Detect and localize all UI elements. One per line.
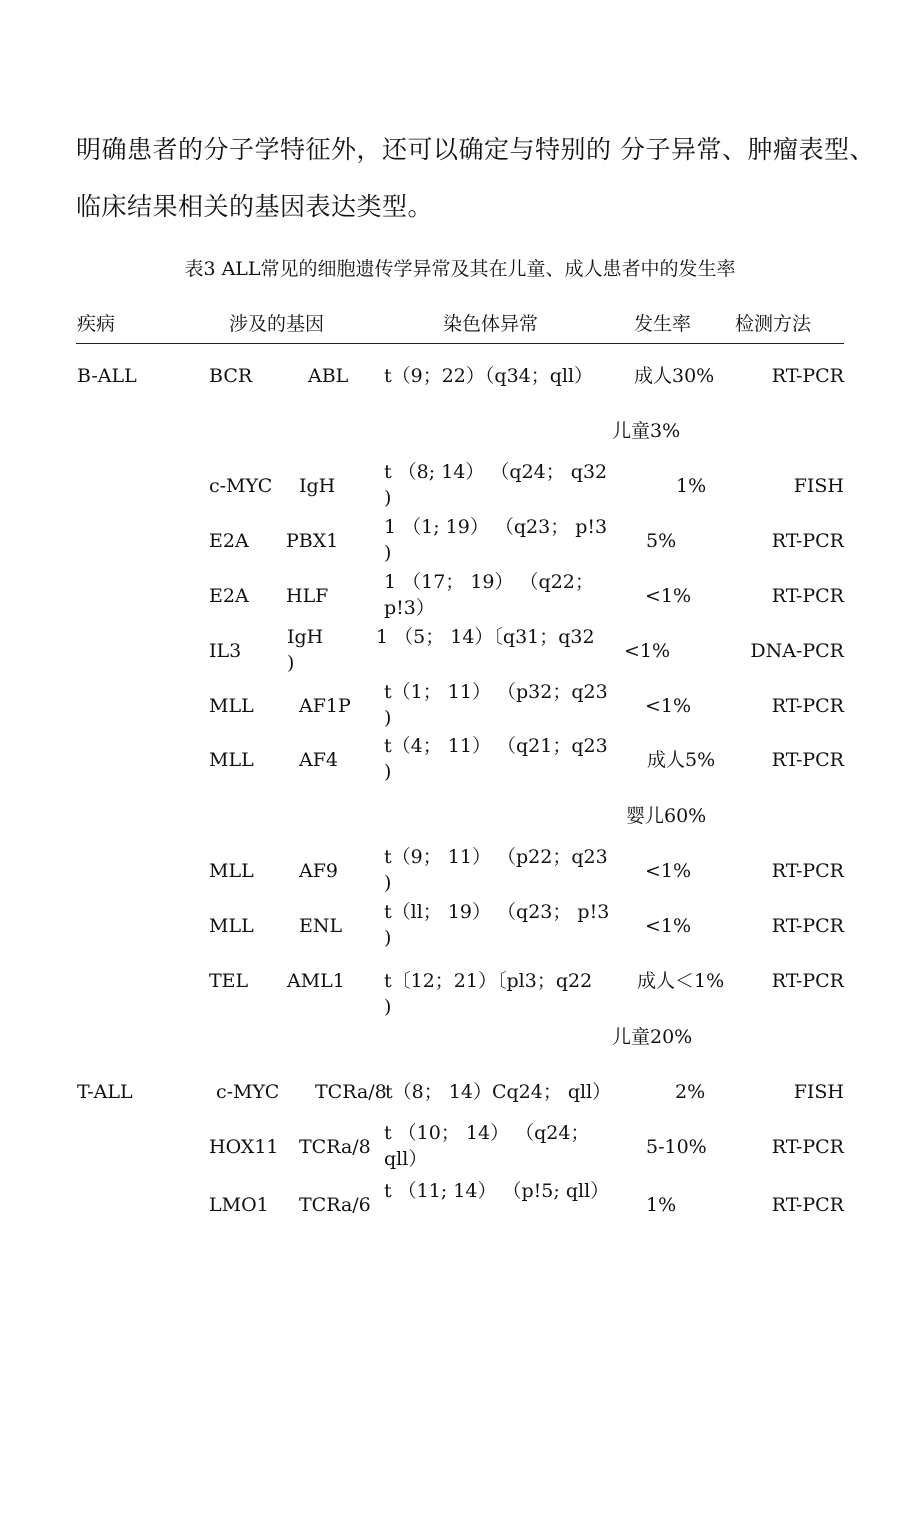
cell-abnormality-cont: ) <box>384 996 392 1018</box>
header-disease: 疾病 <box>77 313 116 335</box>
cell-incidence: 成人5% <box>647 749 716 771</box>
cell-gene-1: E2A <box>209 585 249 607</box>
cell-gene-2: AF1P <box>299 695 351 717</box>
cell-incidence: 1% <box>646 1194 677 1216</box>
cell-gene-2: PBX1 <box>286 530 339 552</box>
cell-abnormality-cont: ) <box>384 487 392 509</box>
cell-incidence: <1% <box>645 695 692 717</box>
cell-gene-2: AML1 <box>287 970 345 992</box>
cell-method: RT-PCR <box>771 365 844 387</box>
cell-incidence: <1% <box>645 860 692 882</box>
cell-gene-1: MLL <box>209 695 254 717</box>
cell-abnormality: t （10； 14） （q24； <box>384 1122 590 1144</box>
cell-abnormality: t（1； 11） （p32；q23 <box>384 681 608 703</box>
cell-disease: T-ALL <box>77 1081 133 1103</box>
cell-method: FISH <box>793 1081 844 1103</box>
cell-gene-1: MLL <box>209 915 254 937</box>
cell-incidence: <1% <box>645 585 692 607</box>
cell-gene-1: IL3 <box>209 640 242 662</box>
cell-gene-2: AF9 <box>299 860 338 882</box>
cell-gene-2: IgH <box>299 475 336 497</box>
cell-method: RT-PCR <box>771 1194 844 1216</box>
cell-gene-1: BCR <box>209 365 253 387</box>
cell-abnormality: t（9；22）（q34；qll） <box>384 365 594 387</box>
cell-abnormality: 1 （17； 19） （q22； <box>384 571 594 593</box>
cell-gene-1: c-MYC <box>209 475 273 497</box>
cell-abnormality-cont: p!3） <box>384 597 435 619</box>
cell-incidence: 5-10% <box>646 1136 707 1158</box>
cell-gene-2: ENL <box>299 915 343 937</box>
cell-abnormality-cont: ) <box>384 707 392 729</box>
body-paragraph-line-1: 明确患者的分子学特征外，还可以确定与特别的 分子异常、肿瘤表型、 <box>76 135 875 164</box>
cell-gene-1: MLL <box>209 749 254 771</box>
cell-gene-1: HOX11 <box>209 1136 279 1158</box>
cell-gene-2: TCRa/8 <box>315 1081 387 1103</box>
cell-disease: B-ALL <box>77 365 137 387</box>
table-caption: 表3 ALL常见的细胞遗传学异常及其在儿童、成人患者中的发生率 <box>184 258 736 280</box>
cell-method: RT-PCR <box>771 1136 844 1158</box>
cell-method: RT-PCR <box>771 695 844 717</box>
cell-abnormality-cont: ) <box>384 761 392 783</box>
cell-abnormality: t（8； 14）Cq24； qll） <box>385 1081 612 1103</box>
cell-gene-1: c-MYC <box>216 1081 280 1103</box>
cell-method: RT-PCR <box>771 585 844 607</box>
cell-gene-2: TCRa/6 <box>299 1194 371 1216</box>
header-rule <box>76 343 844 344</box>
cell-abnormality: t（9； 11） （p22；q23 <box>384 846 608 868</box>
cell-method: RT-PCR <box>771 915 844 937</box>
cell-gene-2: AF4 <box>299 749 338 771</box>
cell-gene-2: TCRa/8 <box>299 1136 371 1158</box>
cell-gene-2: IgH <box>287 626 324 648</box>
cell-gene-1: LMO1 <box>209 1194 269 1216</box>
cell-incidence: <1% <box>624 640 671 662</box>
cell-incidence: <1% <box>645 915 692 937</box>
cell-abnormality-cont: ) <box>384 872 392 894</box>
cell-abnormality: t （8; 14） （q24； q32 <box>384 461 608 483</box>
header-incidence: 发生率 <box>634 313 692 335</box>
cell-incidence: 1% <box>676 475 707 497</box>
cell-incidence: 成人＜1% <box>637 970 725 992</box>
cell-abnormality-cont: qll） <box>384 1148 428 1170</box>
cell-method: RT-PCR <box>771 970 844 992</box>
cell-gene-1: MLL <box>209 860 254 882</box>
cell-incidence: 成人30% <box>634 365 715 387</box>
cell-gene-1: E2A <box>209 530 249 552</box>
cell-incidence: 儿童20% <box>612 1026 693 1048</box>
cell-gene-2: ABL <box>308 365 349 387</box>
cell-incidence: 儿童3% <box>612 420 681 442</box>
body-paragraph-line-2: 临床结果相关的基因表达类型。 <box>76 192 434 221</box>
cell-method: DNA-PCR <box>750 640 844 662</box>
cell-incidence: 2% <box>675 1081 706 1103</box>
cell-abnormality: t〔12；21）〔pl3；q22 <box>384 970 593 992</box>
cell-gene-1: TEL <box>209 970 249 992</box>
cell-method: RT-PCR <box>771 530 844 552</box>
cell-abnormality: 1 （5； 14）〔q31；q32 <box>376 626 595 648</box>
cell-method: RT-PCR <box>771 749 844 771</box>
cell-abnormality: t（4； 11） （q21；q23 <box>384 735 608 757</box>
cell-method: FISH <box>793 475 844 497</box>
cell-abnormality: t（ll； 19） （q23； p!3 <box>384 901 610 923</box>
cell-abnormality-cont: ) <box>384 542 392 564</box>
cell-abnormality: 1 （1; 19） （q23； p!3 <box>384 516 608 538</box>
cell-abnormality-cont: ) <box>384 927 392 949</box>
cell-incidence: 婴儿60% <box>626 805 707 827</box>
cell-gene-2-cont: ) <box>287 652 295 674</box>
cell-method: RT-PCR <box>771 860 844 882</box>
cell-incidence: 5% <box>646 530 677 552</box>
header-genes: 涉及的基因 <box>229 313 325 335</box>
cell-abnormality: t （11; 14） （p!5; qll） <box>384 1180 610 1202</box>
header-abnormality: 染色体异常 <box>443 313 539 335</box>
cell-gene-2: HLF <box>286 585 329 607</box>
header-method: 检测方法 <box>735 313 812 335</box>
